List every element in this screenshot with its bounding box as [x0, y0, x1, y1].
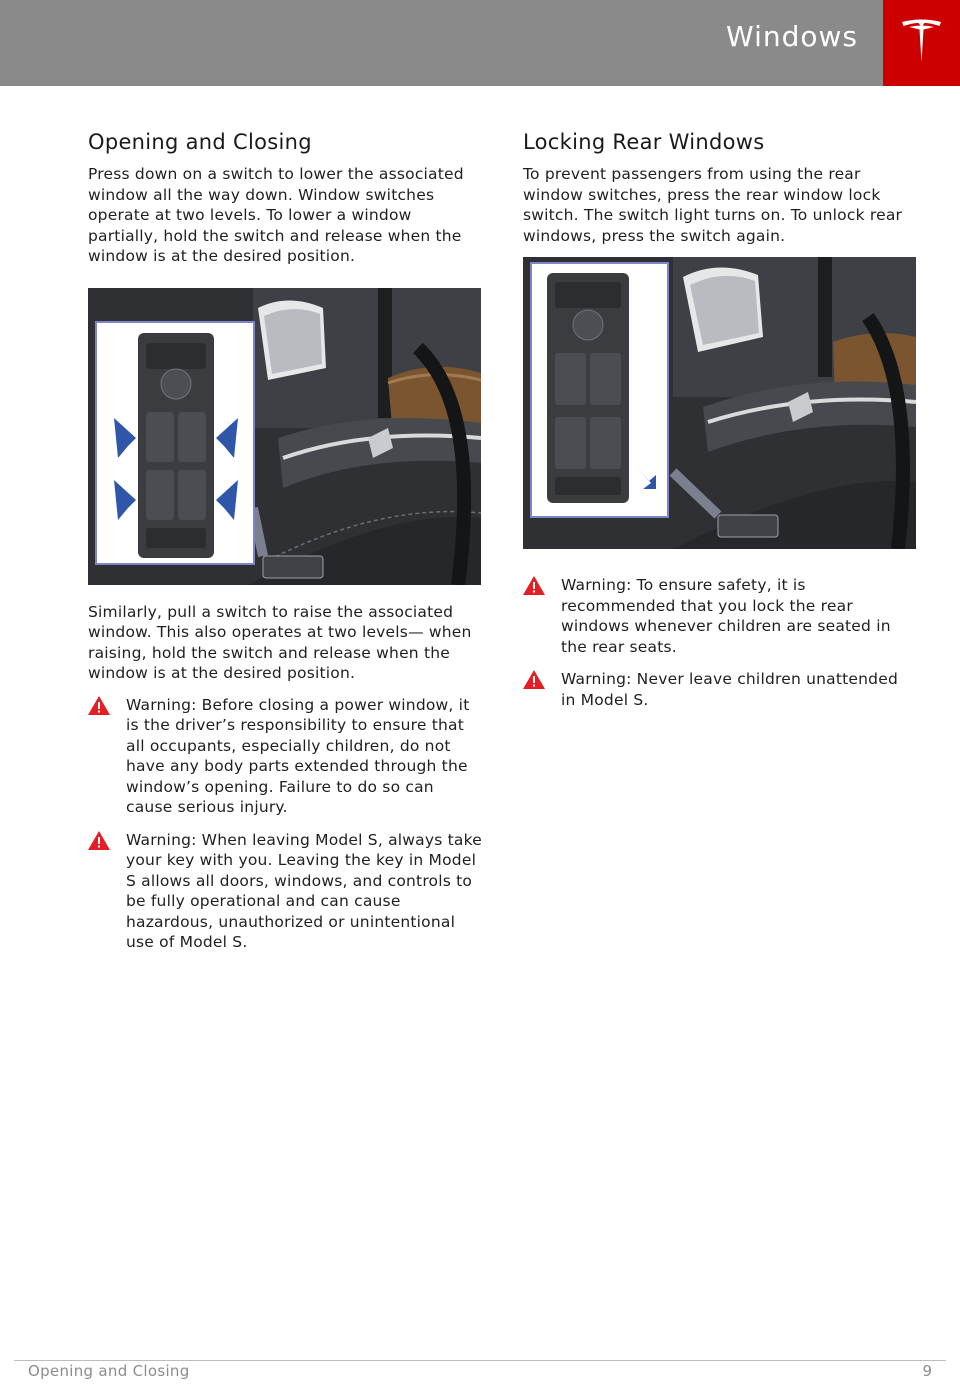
- footer-divider: [14, 1360, 946, 1361]
- warning-text: Warning: Never leave children unattended in Model S.: [561, 670, 898, 709]
- left-column: [88, 130, 482, 965]
- tesla-logo-icon: [901, 18, 942, 64]
- warning-leaving-key: [88, 830, 482, 953]
- rear-lock-illustration: [523, 257, 916, 549]
- paragraph-lower-window: Press down on a switch to lower the associated window all the way down. Window switches operate at two levels. To lower a window partially, hold the switch and release when the window is at the desired position.: [88, 165, 464, 265]
- warning-icon: [523, 576, 545, 595]
- warning-lock-rear: [523, 575, 917, 657]
- brand-logo: [883, 0, 960, 86]
- rear-lock-figure: [523, 257, 916, 549]
- window-switches-figure: [88, 288, 481, 585]
- paragraph-raise-window: Similarly, pull a switch to raise the associated window. This also operates at two levels— when raising, hold the switch and release when the window is at the desired position.: [88, 602, 472, 682]
- warning-text: Warning: To ensure safety, it is recommended that you lock the rear windows whenever children are seated in the rear seats.: [561, 576, 891, 656]
- warning-icon: [523, 670, 545, 689]
- section-heading-locking: Locking Rear Windows: [523, 130, 765, 154]
- warning-text: Warning: Before closing a power window, it is the driver’s responsibility to ensure that all occupants, especially children, do not have any body parts extended through the window’s opening. Failure to do so can cause serious injury.: [126, 695, 470, 816]
- footer-section-name: Opening and Closing: [28, 1362, 190, 1380]
- warning-icon: [88, 696, 110, 715]
- right-column: [523, 130, 917, 722]
- warning-text: Warning: When leaving Model S, always take your key with you. Leaving the key in Model S allows all doors, windows, and controls to be fully operational and can cause hazardous, unauthorized or unintentional use of Model S.: [126, 830, 482, 951]
- warning-children-unattended: [523, 669, 917, 710]
- warning-closing-window: [88, 695, 482, 818]
- page-title: Windows: [726, 20, 858, 53]
- paragraph-lock-rear: To prevent passengers from using the rear window switches, press the rear window lock switch. The switch light turns on. To unlock rear windows, press the switch again.: [523, 165, 903, 245]
- door-panel-illustration: [88, 288, 481, 585]
- page-number: 9: [922, 1362, 932, 1380]
- section-heading-opening: Opening and Closing: [88, 130, 312, 154]
- warning-icon: [88, 831, 110, 850]
